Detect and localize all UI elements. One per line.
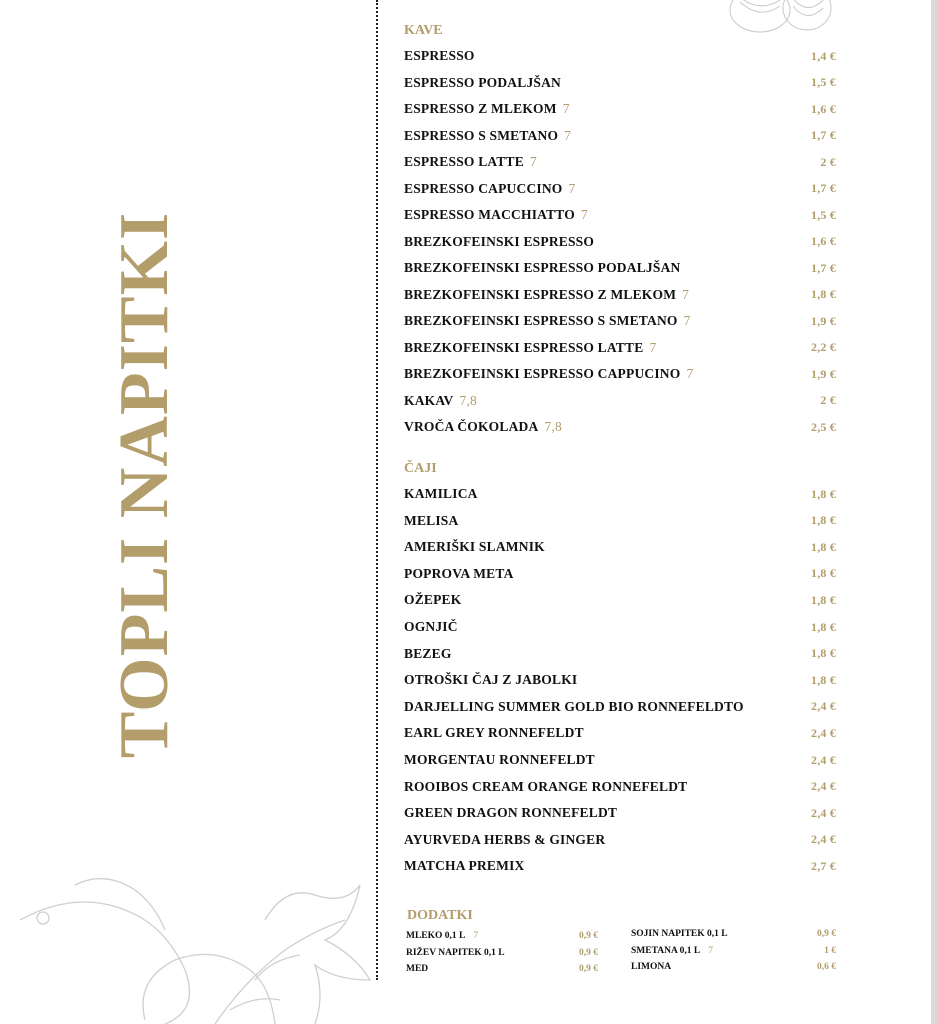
menu-item <box>404 338 836 358</box>
item-price: 2 € <box>820 154 836 169</box>
item-price: 1,8 € <box>811 566 836 581</box>
item-name-wrap <box>404 672 577 688</box>
menu-item <box>406 946 598 960</box>
item-allergen: 7 <box>686 366 694 381</box>
coffee-beans-illustration <box>725 0 835 38</box>
item-name-wrap <box>631 929 728 939</box>
item-name-wrap <box>404 287 689 303</box>
item-name: VROČA ČOKOLADA <box>404 419 539 434</box>
menu-item <box>404 73 836 93</box>
menu-item <box>406 929 598 943</box>
menu-item <box>631 960 836 974</box>
menu-item <box>404 258 836 278</box>
item-name-wrap <box>404 75 561 91</box>
item-name: KAMILICA <box>404 486 478 501</box>
item-price: 2,4 € <box>811 779 836 794</box>
item-name-wrap <box>404 592 461 608</box>
item-name: ESPRESSO S SMETANO <box>404 127 559 143</box>
item-price: 0,9 € <box>579 931 598 941</box>
item-price: 1,5 € <box>811 75 836 89</box>
item-name: ROOIBOS CREAM ORANGE RONNEFELDT <box>404 778 688 794</box>
item-name: LIMONA <box>631 962 672 972</box>
item-name: BREZKOFEINSKI ESPRESSO S SMETANO <box>404 313 678 328</box>
item-name-wrap <box>404 539 545 555</box>
item-name-wrap <box>404 313 691 329</box>
item-name-wrap <box>406 931 478 941</box>
menu-item <box>404 670 836 690</box>
item-name: ESPRESSO MACCHIATTO <box>404 207 575 222</box>
section-title-caji: ČAJI <box>404 461 437 476</box>
item-price: 1,6 € <box>811 101 836 116</box>
item-price: 1,8 € <box>811 619 836 634</box>
menu-item <box>404 232 836 252</box>
item-price: 1,8 € <box>811 486 836 501</box>
item-name-wrap <box>404 805 617 821</box>
menu-item <box>406 962 598 976</box>
item-name-wrap <box>404 513 458 529</box>
item-price: 1,8 € <box>811 513 836 528</box>
item-name: RIŽEV NAPITEK 0,1 L <box>406 947 505 958</box>
item-name-wrap <box>404 725 584 741</box>
item-allergen: 7 <box>649 339 657 355</box>
item-name: SOJIN NAPITEK 0,1 L <box>631 929 728 939</box>
item-name: BREZKOFEINSKI ESPRESSO Z MLEKOM <box>404 286 677 302</box>
menu-item <box>404 126 836 146</box>
item-allergen: 7,8 <box>459 392 477 408</box>
item-name: AYURVEDA HERBS & GINGER <box>404 831 606 847</box>
item-price: 1,9 € <box>811 366 836 381</box>
item-name-wrap <box>404 207 588 223</box>
item-price: 2,4 € <box>811 805 836 820</box>
item-price: 1,6 € <box>811 234 836 248</box>
item-price: 0,9 € <box>817 929 836 939</box>
item-allergen: 7 <box>562 101 570 116</box>
menu-item <box>404 564 836 584</box>
menu-item <box>404 537 836 557</box>
item-name: BREZKOFEINSKI ESPRESSO <box>404 233 595 249</box>
item-name-wrap <box>404 752 595 768</box>
menu-item <box>404 179 836 199</box>
menu-item <box>404 417 836 437</box>
item-name-wrap <box>406 948 505 958</box>
item-name-wrap <box>404 48 475 64</box>
item-name-wrap <box>404 101 570 117</box>
item-name-wrap <box>404 699 744 715</box>
item-price: 2 € <box>820 393 836 407</box>
item-name: KAKAV <box>404 392 454 408</box>
menu-item <box>404 484 836 504</box>
menu-item <box>404 830 836 850</box>
item-allergen: 7 <box>564 127 572 143</box>
item-name-wrap <box>404 340 656 356</box>
item-name-wrap <box>404 486 478 502</box>
menu-item <box>404 777 836 797</box>
item-price: 0,6 € <box>817 962 836 972</box>
item-price: 1,5 € <box>811 207 836 222</box>
item-name: MED <box>406 964 429 974</box>
section-title-kave: KAVE <box>404 23 443 38</box>
item-name: AMERIŠKI SLAMNIK <box>404 539 545 555</box>
item-name: MLEKO 0,1 L <box>406 931 466 941</box>
menu-item <box>404 311 836 331</box>
item-name: DARJELLING SUMMER GOLD BIO RONNEFELDTO <box>404 698 744 714</box>
item-name: BREZKOFEINSKI ESPRESSO LATTE <box>404 339 644 355</box>
item-allergen: 7 <box>683 313 691 328</box>
item-name: ESPRESSO CAPUCCINO <box>404 180 563 196</box>
item-name-wrap <box>404 393 477 409</box>
item-allergen: 7 <box>682 286 690 302</box>
item-price: 1,8 € <box>811 287 836 301</box>
item-price: 2,5 € <box>811 419 836 434</box>
item-allergen: 7 <box>529 154 537 169</box>
item-name-wrap <box>404 619 458 635</box>
item-price: 2,4 € <box>811 832 836 847</box>
item-allergen: 7 <box>708 945 713 956</box>
item-name-wrap <box>631 946 713 956</box>
dotted-divider <box>376 0 378 980</box>
menu-item <box>404 617 836 637</box>
item-name-wrap <box>631 962 671 972</box>
menu-item <box>404 391 836 411</box>
item-price: 2,4 € <box>811 752 836 767</box>
item-name: MELISA <box>404 512 459 528</box>
item-name: EARL GREY RONNEFELDT <box>404 725 584 741</box>
item-price: 1,7 € <box>811 128 836 142</box>
menu-item <box>404 697 836 717</box>
menu-item <box>404 205 836 225</box>
leaf-illustration <box>15 860 380 1024</box>
item-name-wrap <box>404 832 605 848</box>
item-name-wrap <box>404 154 537 170</box>
item-price: 0,9 € <box>579 964 598 974</box>
item-price: 1,9 € <box>811 313 836 328</box>
item-price: 2,7 € <box>811 858 836 873</box>
item-name: OTROŠKI ČAJ Z JABOLKI <box>404 672 578 688</box>
item-name: ESPRESSO LATTE <box>404 154 524 169</box>
item-price: 1,8 € <box>811 539 836 554</box>
menu-item <box>404 644 836 664</box>
menu-item <box>404 99 836 119</box>
item-name: ESPRESSO Z MLEKOM <box>404 101 557 116</box>
item-price: 2,2 € <box>811 340 836 354</box>
item-allergen: 7 <box>580 207 588 222</box>
menu-item <box>404 723 836 743</box>
item-price: 1,7 € <box>811 181 836 195</box>
menu-item <box>404 364 836 384</box>
menu-item <box>631 927 836 941</box>
item-price: 1,8 € <box>811 592 836 607</box>
item-name-wrap <box>406 964 428 974</box>
item-allergen: 7 <box>473 931 479 941</box>
item-price: 2,4 € <box>811 699 836 714</box>
item-name: GREEN DRAGON RONNEFELDT <box>404 805 618 821</box>
menu-item <box>404 152 836 172</box>
item-name: BREZKOFEINSKI ESPRESSO PODALJŠAN <box>404 260 681 275</box>
item-name-wrap <box>404 419 562 435</box>
item-name: POPROVA META <box>404 565 514 581</box>
item-name: ESPRESSO PODALJŠAN <box>404 74 562 90</box>
item-name: MORGENTAU RONNEFELDT <box>404 752 595 767</box>
item-price: 1,8 € <box>811 672 836 687</box>
item-name-wrap <box>404 260 680 276</box>
item-name-wrap <box>404 858 524 874</box>
item-name: MATCHA PREMIX <box>404 858 525 874</box>
section-title-dodatki: DODATKI <box>407 908 473 923</box>
menu-item <box>404 285 836 305</box>
item-price: 1,4 € <box>811 48 836 63</box>
item-allergen: 7,8 <box>544 419 562 434</box>
item-price: 1,8 € <box>811 646 836 661</box>
item-name-wrap <box>404 566 514 582</box>
item-name: SMETANA 0,1 L <box>631 945 701 956</box>
item-name: BEZEG <box>404 645 452 661</box>
menu-item <box>404 803 836 823</box>
item-name: OŽEPEK <box>404 592 462 608</box>
item-price: 1,7 € <box>811 260 836 275</box>
menu-item <box>404 46 836 66</box>
menu-item <box>404 856 836 876</box>
menu-item <box>404 750 836 770</box>
item-name: BREZKOFEINSKI ESPRESSO CAPPUCINO <box>404 366 681 381</box>
menu-item <box>404 590 836 610</box>
page-title: TOPLI NAPITKI <box>106 211 183 759</box>
item-name-wrap <box>404 366 693 382</box>
item-name-wrap <box>404 779 687 795</box>
menu-item <box>404 511 836 531</box>
item-price: 2,4 € <box>811 725 836 740</box>
item-name: OGNJIČ <box>404 619 458 634</box>
item-allergen: 7 <box>568 180 576 196</box>
item-name-wrap <box>404 646 452 662</box>
item-name: ESPRESSO <box>404 48 475 63</box>
item-name-wrap <box>404 234 594 250</box>
item-price: 1 € <box>824 945 836 956</box>
item-price: 0,9 € <box>579 947 598 958</box>
item-name-wrap <box>404 128 571 144</box>
page-edge <box>931 0 937 1024</box>
menu-item <box>631 944 836 958</box>
item-name-wrap <box>404 181 575 197</box>
